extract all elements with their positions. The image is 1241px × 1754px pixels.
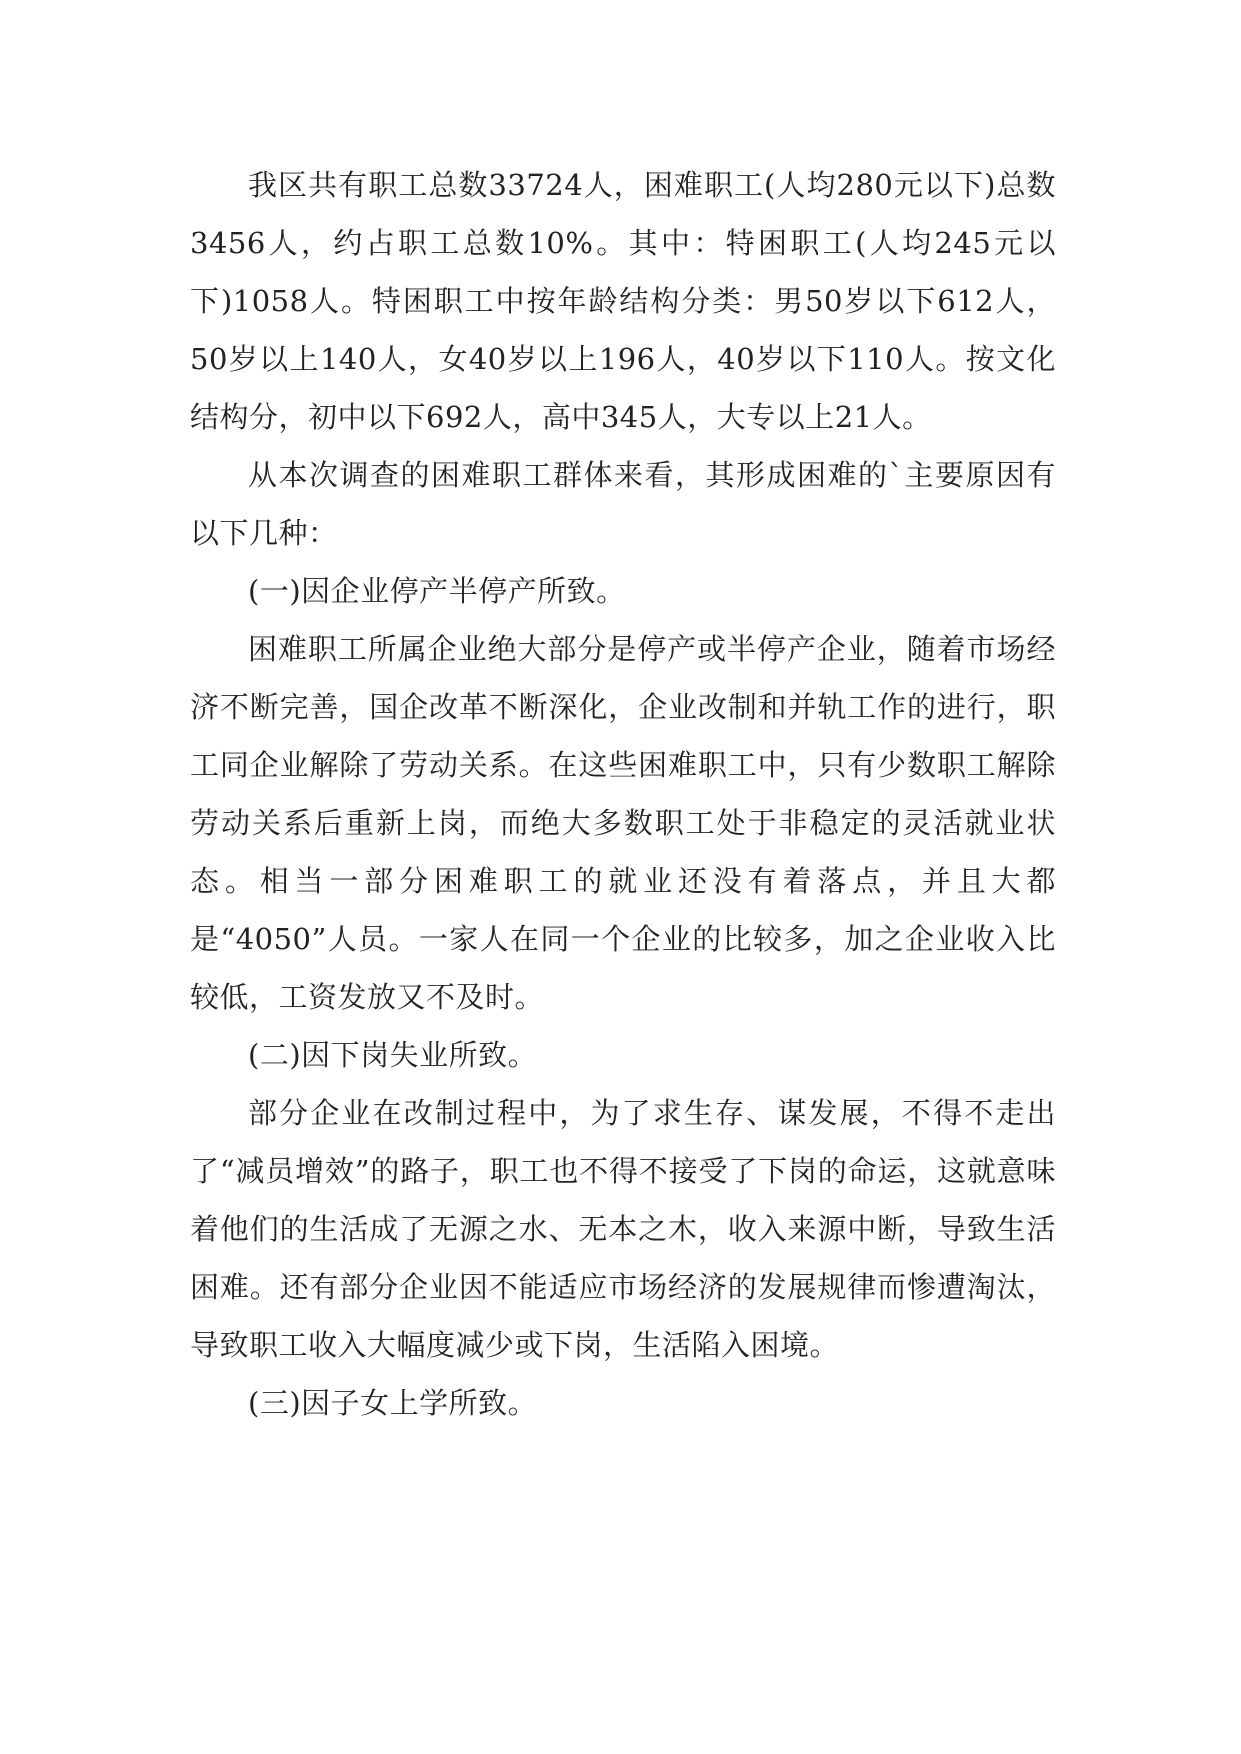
paragraph-section-1: 困难职工所属企业绝大部分是停产或半停产企业，随着市场经济不断完善，国企改革不断深化，企业改制和并轨工作的进行，职工同企业解除了劳动关系。在这些困难职工中，只有少数职工解除劳动关系后重新上岗，而绝大多数职工处于非稳定的灵活就业状态。相当一部分困难职工的就业还没有着落点，并且大都是“4050”人员。一家人在同一个企业的比较多，加之企业收入比较低，工资发放又不及时。 (190, 632, 1056, 1014)
section-heading-3: (三)因子女上学所致。 (248, 1386, 538, 1420)
paragraph-causes-intro: 从本次调查的困难职工群体来看，其形成困难的`主要原因有以下几种： (190, 458, 1056, 550)
section-heading-2: (二)因下岗失业所致。 (248, 1038, 538, 1072)
document-page (190, 156, 1056, 1432)
paragraph-statistics: 我区共有职工总数33724人，困难职工(人均280元以下)总数3456人，约占职工总数10%。其中：特困职工(人均245元以下)1058人。特困职工中按年龄结构分类：男50岁以下612人，50岁以上140人，女40岁以上196人，40岁以下110人。按文化结构分，初中以下692人，高中345人，大专以上21人。 (190, 168, 1056, 434)
section-heading-1: (一)因企业停产半停产所致。 (248, 574, 626, 608)
paragraph-section-2: 部分企业在改制过程中，为了求生存、谋发展，不得不走出了“减员增效”的路子，职工也不得不接受了下岗的命运，这就意味着他们的生活成了无源之水、无本之木，收入来源中断，导致生活困难。还有部分企业因不能适应市场经济的发展规律而惨遭淘汰，导致职工收入大幅度减少或下岗，生活陷入困境。 (190, 1096, 1056, 1362)
